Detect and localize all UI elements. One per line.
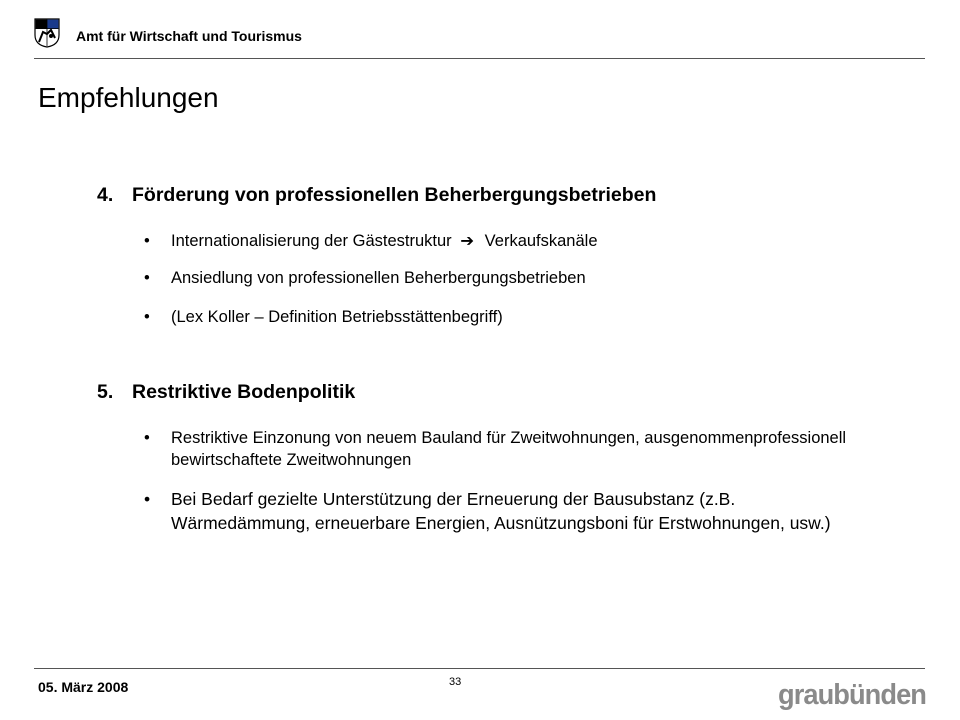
bullet-text: Bei Bedarf gezielte Unterstützung der Erneuerung der Bausubstanz (z.B. Wärmedämmung, erneuerbare Energien, Ausnützungsboni für Erstwohnungen, usw.)	[171, 489, 831, 533]
section-title: Restriktive Bodenpolitik	[132, 381, 356, 403]
header-divider	[34, 58, 925, 59]
svg-text:graubünden: graubünden	[778, 679, 926, 711]
right-arrow-icon: ➔	[460, 231, 475, 250]
bullet-text: Verkaufskanäle	[484, 232, 598, 250]
section-heading	[97, 184, 877, 212]
bullet-text: Ansiedlung von professionellen Beherbergungsbetrieben	[171, 269, 586, 287]
bullet-marker: •	[144, 232, 150, 250]
bullet-marker: •	[144, 429, 150, 447]
bullet-marker: •	[144, 308, 150, 326]
section-heading	[97, 381, 877, 409]
section-title: Förderung von professionellen Beherbergungsbetrieben	[132, 184, 657, 206]
bullet-text: Internationalisierung der Gästestruktur	[171, 232, 452, 250]
organization-name: Amt für Wirtschaft und Tourismus	[76, 28, 302, 44]
bullet-text: Restriktive Einzonung von neuem Bauland für Zweitwohnungen, ausgenommenprofessionell bewirtschaftete Zweitwohnungen	[171, 429, 847, 469]
graubuenden-logo	[778, 676, 928, 714]
bullet-marker: •	[144, 269, 150, 287]
slide-title: Empfehlungen	[38, 82, 219, 113]
coat-of-arms-icon	[34, 18, 60, 48]
bullet-marker: •	[144, 489, 151, 509]
section-number: 5.	[97, 381, 114, 403]
page-number: 33	[449, 676, 462, 688]
slide-header	[0, 0, 960, 62]
section-professional-lodging	[97, 184, 877, 326]
footer-divider	[34, 668, 925, 669]
section-restrictive-land-policy	[97, 381, 877, 533]
footer-date: 05. März 2008	[38, 679, 129, 695]
bullet-text: (Lex Koller – Definition Betriebsstättenbegriff)	[171, 308, 503, 326]
section-number: 4.	[97, 184, 114, 206]
